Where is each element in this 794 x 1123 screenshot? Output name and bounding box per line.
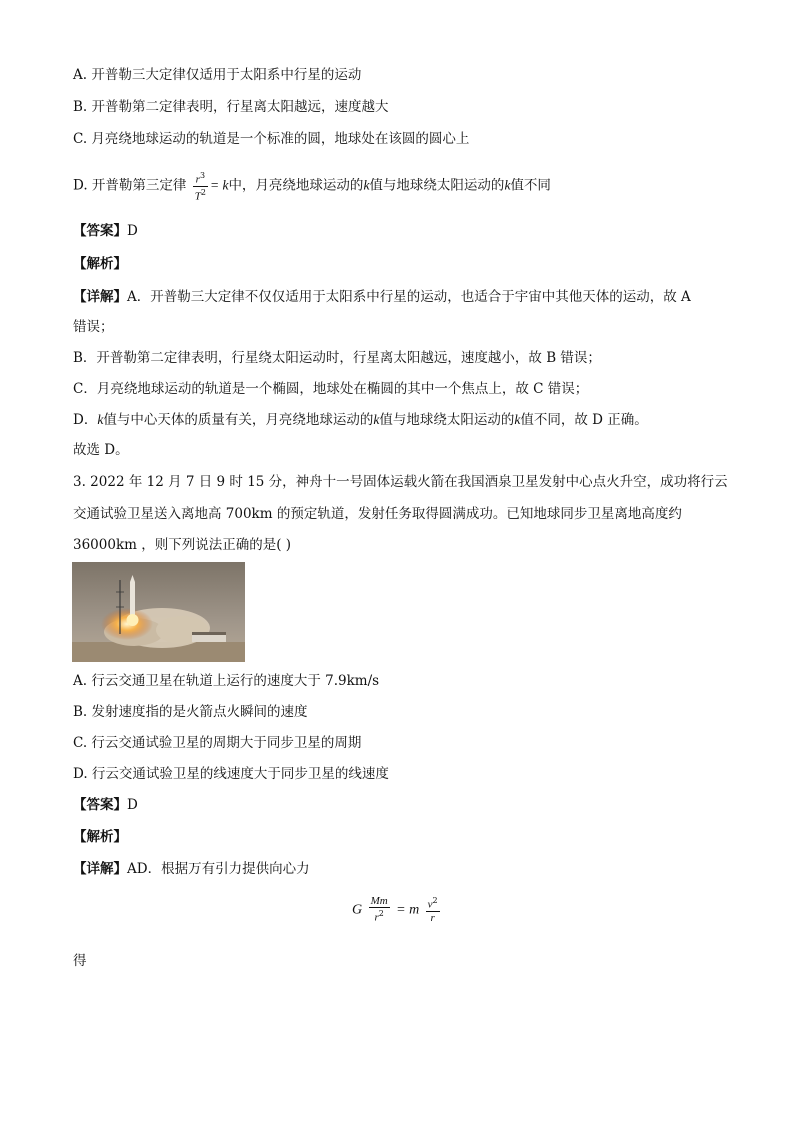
formula-den-r2: r — [426, 911, 440, 924]
q2-option-d — [73, 170, 551, 202]
q2-option-a: A. 开普勒三大定律仅适用于太阳系中行星的运动 — [73, 67, 362, 83]
detail-ad-text: AD．根据万有引力提供向心力 — [127, 861, 310, 877]
q2-option-d-mid: 中，月亮绕地球运动的 — [228, 177, 364, 194]
rocket-launch-illustration — [72, 562, 245, 662]
formula-g: G — [352, 902, 363, 918]
rocket-launch-photo — [72, 562, 245, 662]
kepler-fraction — [193, 170, 208, 202]
answer-tag: 【答案】 — [73, 797, 127, 813]
q3-detail-ad — [73, 860, 310, 878]
formula-den-r: r — [374, 911, 379, 924]
formula-num-mm: Mm — [370, 895, 388, 907]
k-symbol: k — [363, 177, 370, 193]
q2-option-d-prefix: D. 开普勒第三定律 — [73, 177, 187, 194]
frac-num-exp: 3 — [199, 171, 206, 180]
answer-value: D — [127, 797, 138, 813]
formula-num-exp: 2 — [432, 896, 438, 905]
detail-d-end: 值不同，故 D 正确。 — [520, 412, 648, 428]
q2-option-d-mid2: 值与地球绕太阳运动的 — [369, 177, 505, 194]
frac-den-t: T — [194, 190, 201, 203]
k-symbol: k — [373, 412, 380, 427]
q2-detail-b: B．开普勒第二定律表明，行星绕太阳运动时，行星离太阳越远，速度越小，故 B 错误； — [73, 350, 601, 366]
q2-detail-a — [73, 288, 691, 306]
q3-option-b: B. 发射速度指的是火箭点火瞬间的速度 — [73, 704, 308, 720]
formula-equals-m: = m — [396, 902, 420, 918]
formula-den-exp: 2 — [378, 909, 384, 918]
formula-fraction-left — [369, 895, 390, 924]
detail-d-mid: 值与中心天体的质量有关，月亮绕地球运动的 — [103, 412, 374, 428]
q3-de: 得 — [73, 953, 87, 969]
detail-d-mid2: 值与地球绕太阳运动的 — [379, 412, 515, 428]
gravity-formula — [352, 895, 442, 924]
kepler-equals-k: = k — [209, 177, 229, 193]
detail-tag: 【详解】 — [73, 861, 127, 877]
q3-stem-line1: 3. 2022 年 12 月 7 日 9 时 15 分，神舟十一号固体运载火箭在我国酒泉卫星发射中心点火升空，成功将行云 — [73, 474, 728, 490]
q2-option-b: B. 开普勒第二定律表明，行星离太阳越远，速度越大 — [73, 99, 389, 115]
q3-analysis-tag: 【解析】 — [73, 829, 127, 845]
detail-tag: 【详解】 — [73, 289, 127, 305]
q3-option-c: C. 行云交通试验卫星的周期大于同步卫星的周期 — [73, 735, 362, 751]
q2-detail-c: C．月亮绕地球运动的轨道是一个椭圆，地球处在椭圆的其中一个焦点上，故 C 错误； — [73, 381, 589, 397]
k-symbol: k — [504, 177, 511, 193]
q3-answer — [73, 796, 138, 814]
q3-stem-line3: 36000km ，则下列说法正确的是( ) — [73, 537, 292, 553]
q3-stem-line2: 交通试验卫星送入离地高 700km 的预定轨道，发射任务取得圆满成功。已知地球同步卫星离地高度约 — [73, 506, 682, 522]
formula-num-v: v — [427, 898, 433, 911]
frac-num-r: r — [195, 173, 200, 186]
k-symbol: k — [514, 412, 521, 427]
frac-den-exp: 2 — [200, 187, 206, 197]
q2-choose: 故选 D。 — [73, 442, 129, 458]
q2-analysis-tag: 【解析】 — [73, 256, 127, 272]
q2-detail-a-cont: 错误； — [73, 319, 114, 335]
q3-option-d: D. 行云交通试验卫星的线速度大于同步卫星的线速度 — [73, 766, 389, 782]
q3-option-a: A. 行云交通卫星在轨道上运行的速度大于 7.9km/s — [73, 673, 380, 689]
q2-detail-d — [73, 411, 648, 429]
answer-value: D — [127, 223, 138, 239]
k-symbol: k — [97, 412, 104, 427]
q2-option-c: C. 月亮绕地球运动的轨道是一个标准的圆，地球处在该圆的圆心上 — [73, 131, 470, 147]
detail-d-prefix: D． — [73, 412, 98, 428]
q2-option-d-end: 值不同 — [510, 177, 551, 194]
detail-a-text: A．开普勒三大定律不仅仅适用于太阳系中行星的运动，也适合于宇宙中其他天体的运动，故 A — [127, 289, 691, 305]
answer-tag: 【答案】 — [73, 223, 127, 239]
formula-fraction-right — [426, 895, 440, 924]
q2-answer — [73, 222, 138, 240]
